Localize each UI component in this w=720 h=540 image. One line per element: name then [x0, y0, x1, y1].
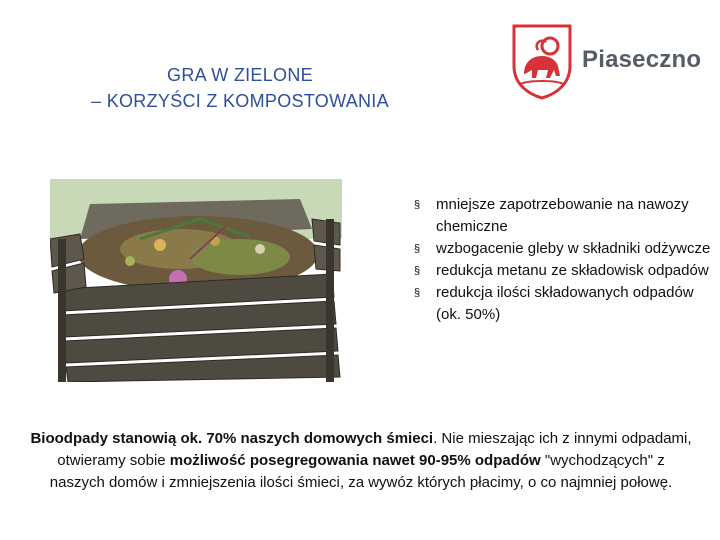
- logo-text: Piaseczno: [582, 46, 702, 73]
- body-text-2: "wychodzących" z naszych domów i zmniejszenia ilości śmieci, za wywóz których płacimy, o co najmniej połowę.: [49, 452, 673, 491]
- title-line-2: – KORZYŚCI Z KOMPOSTOWANIA: [91, 91, 389, 111]
- list-item-text: redukcja metanu ze składowisk odpadów: [436, 262, 709, 279]
- list-item: [414, 238, 720, 260]
- ram-emblem-icon: [510, 22, 574, 100]
- page-title: [40, 62, 440, 114]
- compost-bin-illustration: [50, 179, 342, 382]
- list-item: [414, 194, 720, 238]
- body-text-1: . Nie mieszając ich z innymi odpadami, otwieramy sobie: [57, 430, 692, 469]
- bullet-marker: §: [414, 199, 421, 211]
- body-bold-1: Bioodpady stanowią ok. 70% naszych domowych śmieci: [30, 430, 434, 447]
- body-bold-2: możliwość posegregowania nawet 90-95% odpadów: [169, 452, 541, 469]
- bullet-marker: §: [414, 243, 421, 255]
- list-item-text: wzbogacenie gleby w składniki odżywcze: [436, 240, 711, 257]
- list-item-text: redukcja ilości składowanych odpadów (ok. 50%): [436, 284, 694, 323]
- benefits-list: [414, 194, 720, 326]
- piaseczno-logo: [510, 22, 700, 102]
- body-paragraph: [28, 428, 694, 494]
- list-item: [414, 260, 720, 282]
- bullet-marker: §: [414, 287, 421, 299]
- list-item-text: mniejsze zapotrzebowanie na nawozy chemiczne: [436, 196, 689, 235]
- list-item: [414, 282, 720, 326]
- compost-bin-photo: [50, 179, 342, 382]
- bullet-marker: §: [414, 265, 421, 277]
- title-line-1: GRA W ZIELONE: [167, 65, 313, 85]
